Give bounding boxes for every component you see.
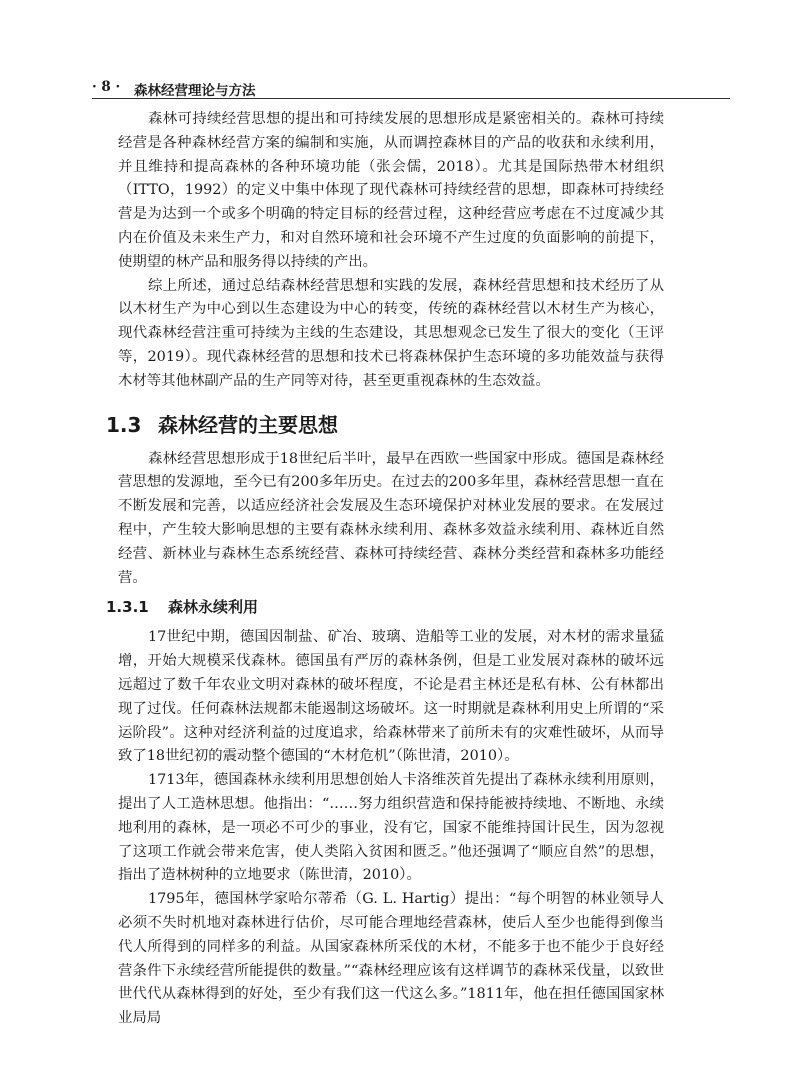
section-number: 1.3 — [106, 412, 142, 437]
section-heading — [106, 408, 652, 442]
subsection-title: 森林永续利用 — [168, 598, 259, 617]
paragraph: 森林可持续经营思想的提出和可持续发展的思想形成是紧密相关的。森林可持续经营是各种森林经营方案的编制和实施，从而调控森林目的产品的收获和永续利用，并且维持和提高森林的各种环境功能（张会儒，2018）。尤其是国际热带木材组织（ITTO，1992）的定义中集中体现了现代森林可持续经营的思想，即森林可持续经营是为达到一个或多个明确的特定目标的经营过程，这种经营应考虑在不过度减少其内在价值及未来生产力，和对自然环境和社会环境不产生过度的负面影响的前提下，使期望的林产品和服务得以持续的产出。 — [118, 111, 664, 270]
paragraph: 1795年，德国林学家哈尔蒂希（G. L. Hartig）提出：“每个明智的林业领导人必须不失时机地对森林进行估价，尽可能合理地经营森林，使后人至少也能得到像当代人所得到的同样多的利益。从国家森林所采伐的木材，不能多于也不能少于良好经营条件下永续经营所能提供的数量。”“森林经理应该有这样调节的森林采伐量，以致世世代代从森林得到的好处，至少有我们这一代这么多。”1811年，他在担任德国国家林业局局 — [118, 891, 664, 1027]
paragraph: 综上所述，通过总结森林经营思想和实践的发展，森林经营思想和技术经历了从以木材生产为中心到以生态建设为中心的转变，传统的森林经营以木材生产为核心，现代森林经营注重可持续为主线的生态建设，其思想观念已发生了很大的变化（王评等，2019）。现代森林经营的思想和技术已将森林保护生态环境的多功能效益与获得木材等其他林副产品的生产同等对待，甚至更重视森林的生态效益。 — [118, 277, 664, 389]
subsection-number: 1.3.1 — [106, 598, 149, 617]
paragraph: 森林经营思想形成于18世纪后半叶，最早在西欧一些国家中形成。德国是森林经营思想的发源地，至今已有200多年历史。在过去的200多年里，森林经营思想一直在不断发展和完善，以适应经济社会发展及生态环境保护对林业发展的要求。在发展过程中，产生较大影响思想的主要有森林永续利用、森林多效益永续利用、森林近自然经营、新林业与森林生态系统经营、森林可持续经营、森林分类经营和森林多功能经营。 — [118, 450, 664, 586]
section-title: 森林经营的主要思想 — [158, 412, 338, 437]
page-number: · 8 · — [92, 79, 121, 95]
subsection-heading — [106, 592, 652, 622]
running-header — [92, 77, 730, 99]
paragraph: 1713年，德国森林永续利用思想创始人卡洛维茨首先提出了森林永续利用原则，提出了人工造林思想。他指出：“……努力组织营造和保持能被持续地、不断地、永续地利用的森林，是一项必不可少的事业，没有它，国家不能维持国计民生，因为忽视了这项工作就会带来危害，使人类陷入贫困和匮乏。”他还强调了“顺应自然”的思想，指出了造林树种的立地要求（陈世清，2010）。 — [118, 772, 664, 884]
paragraph: 17世纪中期，德国因制盐、矿冶、玻璃、造船等工业的发展，对木材的需求量猛增，开始大规模采伐森林。德国虽有严厉的森林条例，但是工业发展对森林的破坏远远超过了数千年农业文明对森林的破坏程度，不论是君主林还是私有林、公有林都出现了过伐。任何森林法规都未能遏制这场破坏。这一时期就是森林利用史上所谓的“采运阶段”。这种对经济利益的过度追求，给森林带来了前所未有的灾难性破坏，从而导致了18世纪初的震动整个德国的“木材危机”（陈世清，2010）。 — [118, 629, 664, 765]
header-rule — [92, 98, 730, 99]
page-body — [106, 108, 664, 1031]
running-title: 森林经营理论与方法 — [134, 83, 256, 99]
